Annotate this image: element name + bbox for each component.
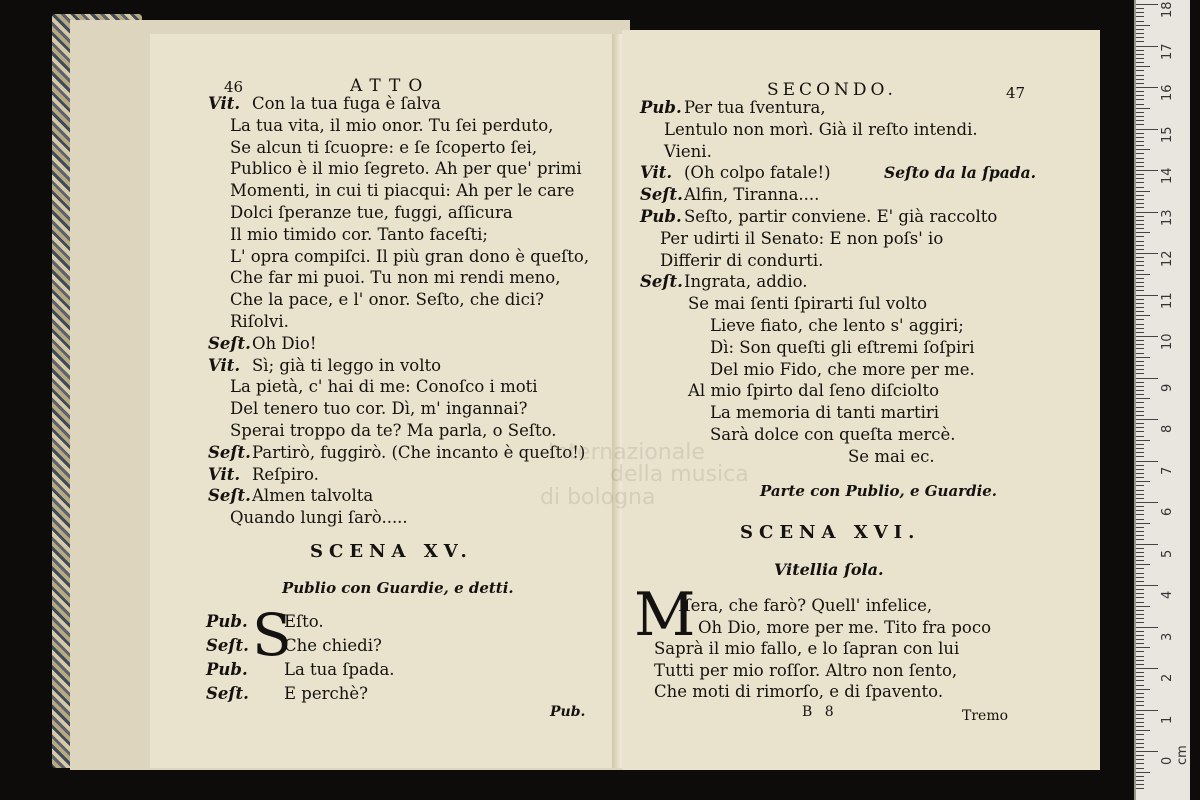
ruler-tick	[1136, 386, 1144, 387]
speaker-label: Seſt.	[208, 486, 251, 506]
page-number: 47	[1006, 84, 1026, 102]
ruler-tick	[1136, 261, 1144, 262]
ruler-tick	[1136, 656, 1144, 657]
ruler-tick	[1136, 108, 1150, 109]
watermark-text: di bologna	[540, 485, 656, 510]
ruler-tick	[1136, 373, 1144, 374]
verse-text: Tutti per mio roſſor. Altro non ſento,	[654, 660, 958, 680]
ruler-tick	[1136, 465, 1144, 466]
ruler-tick	[1136, 46, 1158, 47]
verse-text: Il mio timido cor. Tanto faceſti;	[230, 224, 488, 244]
verse-text: Vieni.	[664, 141, 712, 161]
ruler-tick	[1136, 759, 1144, 760]
ruler-tick	[1136, 788, 1144, 789]
verse-text: Quando lungi ſarò.....	[230, 508, 408, 528]
stage-note: Seſto da la ſpada.	[884, 163, 1037, 182]
right-page	[622, 30, 1100, 770]
ruler-tick	[1136, 502, 1158, 503]
ruler-tick	[1136, 191, 1150, 192]
ruler-number: 3	[1160, 632, 1175, 641]
ruler-tick	[1136, 216, 1144, 217]
speaker-label: Pub.	[640, 98, 682, 117]
ruler-tick	[1136, 519, 1144, 520]
ruler-tick	[1136, 149, 1150, 150]
ruler-number: 4	[1160, 590, 1175, 599]
ruler-number: 17	[1160, 42, 1175, 60]
verse-text: Al mio ſpirto dal ſeno diſciolto	[688, 381, 940, 401]
ruler-tick	[1136, 710, 1158, 711]
verse-text: (Oh colpo fatale!)	[684, 163, 831, 183]
ruler-tick	[1136, 12, 1144, 13]
ruler-tick	[1136, 726, 1144, 727]
ruler-tick	[1136, 676, 1144, 677]
speaker-label: Vit.	[208, 355, 241, 375]
verse-text: Almen talvolta	[252, 486, 374, 506]
ruler-tick	[1136, 585, 1158, 586]
speaker-label: Pub.	[206, 660, 248, 679]
verse-text: Per tua ſventura,	[684, 98, 826, 117]
ruler-tick	[1136, 568, 1144, 569]
ruler-tick	[1136, 249, 1144, 250]
verse-text: Se mai ſenti ſpirarti ſul volto	[688, 294, 928, 314]
ruler-tick	[1136, 610, 1144, 611]
drop-cap: M	[634, 580, 696, 650]
verse-text: Con la tua fuga è ſalva	[252, 94, 441, 113]
ruler-tick	[1136, 415, 1144, 416]
ruler-tick	[1136, 436, 1144, 437]
ruler-tick	[1136, 58, 1144, 59]
ruler-tick	[1136, 639, 1144, 640]
verse-text: Lieve fiato, che lento s' aggiri;	[710, 316, 964, 335]
ruler-tick	[1136, 581, 1144, 582]
watermark-text: della musica	[610, 462, 749, 487]
ruler-tick	[1136, 145, 1144, 146]
ruler-tick	[1136, 734, 1144, 735]
ruler-tick	[1136, 224, 1144, 225]
verse-text: L' opra compiſci. Il più gran dono è queſto,	[230, 246, 590, 266]
ruler-number: 13	[1160, 208, 1175, 226]
ruler-number: 18	[1160, 1, 1175, 18]
ruler-tick	[1136, 394, 1144, 395]
ruler-tick	[1136, 25, 1150, 26]
ruler-tick	[1136, 178, 1144, 179]
ruler-tick	[1136, 382, 1144, 383]
ruler-tick	[1136, 527, 1144, 528]
ruler-number: 7	[1160, 466, 1175, 475]
speaker-label: Pub.	[206, 612, 248, 631]
verse-text: Che chiedi?	[284, 636, 382, 655]
ruler-tick	[1136, 784, 1144, 785]
speaker-label: Seſt.	[206, 684, 249, 703]
ruler-tick	[1136, 419, 1158, 420]
ruler-tick	[1136, 411, 1144, 412]
ruler-number: 9	[1160, 383, 1175, 392]
verse-text: La pietà, c' hai di me: Conoſco i moti	[230, 377, 538, 397]
ruler-number: 1	[1160, 715, 1175, 724]
ruler-tick	[1136, 4, 1158, 5]
ruler-tick	[1136, 124, 1144, 125]
ruler-tick	[1136, 290, 1144, 291]
verse-text: Che la pace, e l' onor. Seſto, che dici?	[230, 290, 544, 310]
ruler-tick	[1136, 41, 1144, 42]
ruler-tick	[1136, 265, 1144, 266]
ruler-tick	[1136, 651, 1144, 652]
ruler-tick	[1136, 577, 1144, 578]
catchword: Pub.	[550, 704, 586, 720]
ruler-tick	[1136, 21, 1144, 22]
speaker-label: Seſt.	[208, 333, 251, 353]
ruler-tick	[1136, 714, 1144, 715]
ruler-tick	[1136, 95, 1144, 96]
ruler-number: 0 cm	[1160, 745, 1190, 765]
watermark-text: Internazionale	[548, 440, 705, 465]
verse-text: Alfin, Tiranna....	[684, 185, 820, 205]
scene-direction: Vitellia ſola.	[774, 560, 884, 579]
speaker-label: Vit.	[640, 163, 673, 183]
ruler-tick	[1136, 627, 1158, 628]
ruler-tick	[1136, 589, 1144, 590]
ruler-tick	[1136, 705, 1144, 706]
ruler-number: 15	[1160, 125, 1175, 143]
ruler-tick	[1136, 606, 1150, 607]
ruler-number: 2	[1160, 673, 1175, 682]
ruler-tick	[1136, 680, 1144, 681]
verse-text: Sperai troppo da te? Ma parla, o Seſto.	[230, 421, 557, 440]
ruler-tick	[1136, 664, 1144, 665]
verse-text: Saprà il mio fallo, e lo ſapran con lui	[654, 639, 960, 658]
ruler-tick	[1136, 29, 1144, 30]
ruler-tick	[1136, 112, 1144, 113]
ruler-tick	[1136, 560, 1144, 561]
ruler-number: 12	[1160, 250, 1175, 267]
ruler-tick	[1136, 348, 1144, 349]
verse-text: Dì: Son queſti gli eſtremi ſoſpiri	[710, 337, 975, 357]
ruler-tick	[1136, 241, 1144, 242]
ruler-tick	[1136, 299, 1144, 300]
ruler-number: 8	[1160, 424, 1175, 433]
verse-text: Se alcun ti ſcuopre: e ſe ſcoperto ſei,	[230, 137, 538, 157]
ruler-tick	[1136, 83, 1144, 84]
ruler-tick	[1136, 722, 1144, 723]
ruler-tick	[1136, 564, 1150, 565]
page-number: 46	[224, 78, 244, 96]
running-head: SECONDO.	[767, 80, 897, 100]
ruler-tick	[1136, 473, 1144, 474]
ruler-tick	[1136, 236, 1144, 237]
ruler-tick	[1136, 278, 1144, 279]
ruler-tick	[1136, 763, 1144, 764]
ruler-tick	[1136, 531, 1144, 532]
verse-text: Dolci ſperanze tue, fuggi, aſſicura	[230, 203, 513, 222]
ruler-tick	[1136, 701, 1144, 702]
ruler-tick	[1136, 602, 1144, 603]
ruler-tick	[1136, 456, 1144, 457]
ruler-tick	[1136, 685, 1144, 686]
ruler-tick	[1136, 232, 1150, 233]
ruler-tick	[1136, 552, 1144, 553]
ruler-tick	[1136, 498, 1144, 499]
ruler-tick	[1136, 635, 1144, 636]
ruler-tick	[1136, 378, 1158, 379]
ruler-tick	[1136, 423, 1144, 424]
speaker-label: Pub.	[640, 207, 682, 226]
ruler-tick	[1136, 747, 1144, 748]
ruler-tick	[1136, 461, 1158, 462]
ruler-tick	[1136, 751, 1158, 752]
ruler-tick	[1136, 195, 1144, 196]
ruler-tick	[1136, 440, 1150, 441]
verse-text: E perchè?	[284, 684, 368, 703]
ruler-tick	[1136, 203, 1144, 204]
ruler-tick	[1136, 62, 1144, 63]
ruler-tick	[1136, 427, 1144, 428]
ruler-tick	[1136, 544, 1158, 545]
verse-text: Del mio Fido, che more per me.	[710, 359, 975, 379]
scene-title: SCENA XV.	[310, 541, 473, 562]
speaker-label: Vit.	[208, 464, 241, 484]
ruler-tick	[1136, 490, 1144, 491]
speaker-label: Seſt.	[640, 185, 683, 205]
ruler-tick	[1136, 743, 1144, 744]
ruler-tick	[1136, 755, 1144, 756]
ruler-tick	[1136, 402, 1144, 403]
ruler-number: 6	[1160, 507, 1175, 516]
verse-text: Publico è il mio ſegreto. Ah per que' primi	[230, 159, 582, 179]
speaker-label: Seſt.	[640, 272, 683, 292]
ruler-tick	[1136, 398, 1150, 399]
ruler-tick	[1136, 332, 1144, 333]
ruler-tick	[1136, 573, 1144, 574]
ruler-tick	[1136, 174, 1144, 175]
scene-title: SCENA XVI.	[740, 522, 921, 543]
ruler-tick	[1136, 647, 1150, 648]
ruler-tick	[1136, 170, 1158, 171]
ruler-tick	[1136, 99, 1144, 100]
ruler-tick	[1136, 697, 1144, 698]
ruler-tick	[1136, 618, 1144, 619]
ruler-tick	[1136, 162, 1144, 163]
ruler-tick	[1136, 37, 1144, 38]
ruler-tick	[1136, 523, 1150, 524]
ruler-tick	[1136, 514, 1144, 515]
verse-text: La tua vita, il mio onor. Tu ſei perduto,	[230, 115, 554, 135]
ruler-number: 14	[1160, 167, 1175, 184]
ruler-tick	[1136, 336, 1158, 337]
ruler-tick	[1136, 369, 1144, 370]
ruler-tick	[1136, 303, 1144, 304]
verse-text: Seſto, partir conviene. E' già raccolto	[684, 207, 998, 226]
left-page	[150, 34, 617, 768]
ruler-tick	[1136, 207, 1144, 208]
ruler-number: 11	[1160, 291, 1175, 309]
ruler-tick	[1136, 448, 1144, 449]
verse-text: Differir di condurti.	[660, 250, 824, 270]
verse-text: Ingrata, addio.	[684, 272, 808, 292]
ruler-tick	[1136, 54, 1144, 55]
ruler-tick	[1136, 693, 1144, 694]
ruler-tick	[1136, 668, 1158, 669]
verse-text: La tua ſpada.	[284, 660, 395, 679]
ruler-tick	[1136, 8, 1144, 9]
ruler-tick	[1136, 295, 1158, 296]
drop-cap: S	[252, 601, 292, 669]
ruler-tick	[1136, 535, 1144, 536]
verse-text: Per udirti il Senato: E non poſs' io	[660, 228, 944, 248]
ruler-tick	[1136, 187, 1144, 188]
ruler-tick	[1136, 780, 1144, 781]
verse-text: Reſpiro.	[252, 464, 319, 484]
catchword: Tremo	[962, 708, 1009, 724]
running-head: ATTO	[350, 76, 431, 96]
ruler-tick	[1136, 182, 1144, 183]
ruler-tick	[1136, 104, 1144, 105]
ruler-tick	[1136, 556, 1144, 557]
ruler-tick	[1136, 120, 1144, 121]
ruler-tick	[1136, 597, 1144, 598]
ruler-tick	[1136, 718, 1144, 719]
ruler-tick	[1136, 689, 1150, 690]
ruler-tick	[1136, 631, 1144, 632]
ruler-tick	[1136, 212, 1158, 213]
ruler-tick	[1136, 158, 1144, 159]
ruler-tick	[1136, 353, 1144, 354]
ruler-tick	[1136, 390, 1144, 391]
ruler-tick	[1136, 270, 1144, 271]
ruler-tick	[1136, 315, 1150, 316]
verse-text: Iſera, che farò? Quell' infelice,	[678, 596, 933, 615]
ruler-tick	[1136, 129, 1158, 130]
ruler-number: 16	[1160, 84, 1175, 101]
ruler-tick	[1136, 431, 1144, 432]
ruler-tick	[1136, 199, 1144, 200]
ruler-tick	[1136, 50, 1144, 51]
speaker-label: Seſt.	[206, 636, 249, 655]
ruler-tick	[1136, 730, 1150, 731]
ruler-tick	[1136, 75, 1144, 76]
ruler-tick	[1136, 444, 1144, 445]
scene-direction: Publio con Guardie, e detti.	[282, 579, 514, 597]
ruler-tick	[1136, 365, 1144, 366]
ruler-tick	[1136, 452, 1144, 453]
ruler-tick	[1136, 481, 1150, 482]
verse-text: Partirò, fuggirò. (Che incanto è queſto!)	[252, 442, 586, 462]
ruler-tick	[1136, 494, 1144, 495]
ruler-tick	[1136, 166, 1144, 167]
ruler-tick	[1136, 141, 1144, 142]
ruler-tick	[1136, 469, 1144, 470]
verse-text: Se mai ec.	[848, 446, 935, 466]
speaker-label: Seſt.	[208, 442, 251, 462]
verse-text: Che moti di rimorſo, e di ſpavento.	[654, 682, 944, 701]
measurement-ruler	[1134, 0, 1190, 800]
verse-text: Sarà dolce con queſta mercè.	[710, 425, 956, 444]
verse-text: La memoria di tanti martiri	[710, 403, 940, 423]
ruler-tick	[1136, 87, 1158, 88]
ruler-tick	[1136, 137, 1144, 138]
ruler-tick	[1136, 776, 1144, 777]
ruler-tick	[1136, 593, 1144, 594]
ruler-tick	[1136, 319, 1144, 320]
ruler-tick	[1136, 116, 1144, 117]
ruler-tick	[1136, 228, 1144, 229]
ruler-tick	[1136, 672, 1144, 673]
ruler-tick	[1136, 133, 1144, 134]
ruler-tick	[1136, 340, 1144, 341]
ruler-tick	[1136, 506, 1144, 507]
ruler-tick	[1136, 772, 1150, 773]
ruler-tick	[1136, 361, 1144, 362]
ruler-tick	[1136, 539, 1144, 540]
ruler-tick	[1136, 79, 1144, 80]
ruler-tick	[1136, 153, 1144, 154]
ruler-tick	[1136, 643, 1144, 644]
signature-mark: B 8	[802, 704, 838, 720]
ruler-tick	[1136, 510, 1144, 511]
ruler-tick	[1136, 66, 1150, 67]
ruler-tick	[1136, 245, 1144, 246]
ruler-tick	[1136, 282, 1144, 283]
ruler-tick	[1136, 344, 1144, 345]
ruler-number: 5	[1160, 549, 1175, 558]
ruler-tick	[1136, 328, 1144, 329]
ruler-tick	[1136, 253, 1158, 254]
exit-direction: Parte con Publio, e Guardie.	[760, 482, 998, 500]
verse-text: Riſolvi.	[230, 312, 289, 331]
ruler-tick	[1136, 91, 1144, 92]
ruler-tick	[1136, 286, 1144, 287]
speaker-label: Vit.	[208, 94, 241, 113]
verse-text: Oh Dio!	[252, 333, 317, 353]
ruler-tick	[1136, 622, 1144, 623]
ruler-tick	[1136, 274, 1150, 275]
ruler-tick	[1136, 768, 1144, 769]
verse-text: Momenti, in cui ti piacqui: Ah per le care	[230, 181, 575, 201]
verse-text: Lentulo non morì. Già il reſto intendi.	[664, 119, 978, 139]
ruler-tick	[1136, 70, 1144, 71]
ruler-tick	[1136, 324, 1144, 325]
ruler-tick	[1136, 485, 1144, 486]
ruler-tick	[1136, 307, 1144, 308]
ruler-tick	[1136, 357, 1150, 358]
verse-text: Del tenero tuo cor. Dì, m' ingannai?	[230, 399, 528, 419]
verse-text: Sì; già ti leggo in volto	[252, 355, 442, 375]
verse-text: Che far mi puoi. Tu non mi rendi meno,	[230, 268, 561, 288]
ruler-tick	[1136, 311, 1144, 312]
verse-text: Oh Dio, more per me. Tito fra poco	[698, 617, 992, 637]
ruler-tick	[1136, 548, 1144, 549]
ruler-tick	[1136, 33, 1144, 34]
ruler-number: 10	[1160, 333, 1175, 350]
ruler-tick	[1136, 660, 1144, 661]
verse-text: Eſto.	[284, 612, 324, 631]
ruler-tick	[1136, 220, 1144, 221]
ruler-tick	[1136, 16, 1144, 17]
ruler-tick	[1136, 739, 1144, 740]
ruler-tick	[1136, 257, 1144, 258]
ruler-tick	[1136, 407, 1144, 408]
ruler-tick	[1136, 477, 1144, 478]
ruler-tick	[1136, 614, 1144, 615]
